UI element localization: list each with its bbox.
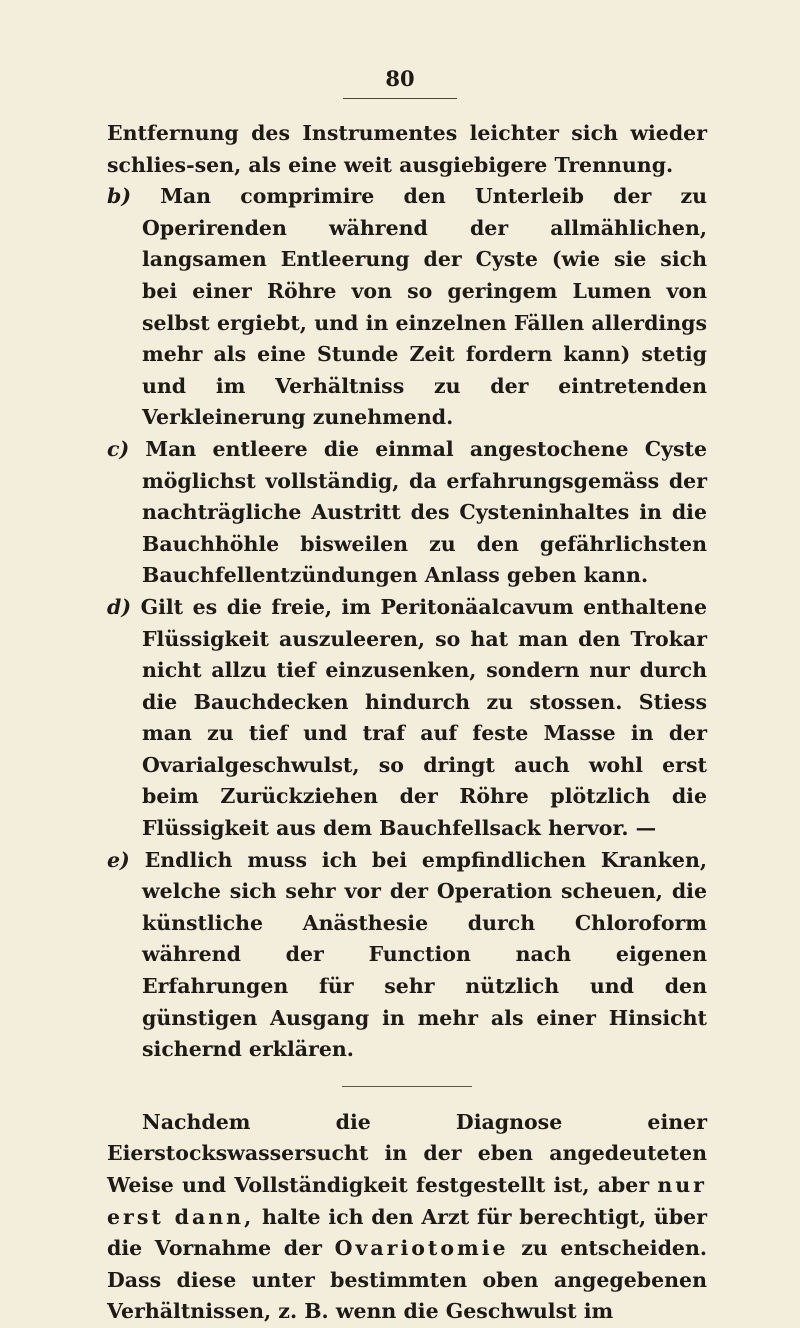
closing-text-1: Nachdem die Diagnose einer Eierstockswassersucht in der eben angedeuteten Weise und Vollständigkeit festgestellt ist, aber <box>107 1109 707 1197</box>
list-item-text: Man entleere die einmal angestochene Cyste möglichst vollständig, da erfahrungsgemäss der nachträgliche Austritt des Cysteninhaltes in die Bauchhöhle bisweilen zu den gefährlichsten Bauchfellentzündungen Anlass geben kann. <box>142 436 708 588</box>
list-marker: d) <box>107 594 132 619</box>
page-number: 80 <box>385 66 415 91</box>
emphasis-text-2: Ovariotomie <box>334 1236 509 1261</box>
list-item-b <box>107 181 707 434</box>
list-marker: e) <box>107 847 130 872</box>
list-item-d <box>107 592 707 845</box>
closing-text-3: zu entscheiden. Dass diese unter bestimmten oben angegebenen Verhältnissen, z. B. wenn die Geschwulst im <box>107 1236 707 1324</box>
closing-text-2: halte ich den Arzt für berechtigt, über die Vornahme der <box>107 1204 707 1261</box>
list-item-text: Gilt es die freie, im Peritonäalcavum enthaltene Flüssigkeit auszuleeren, so hat man den Trokar nicht allzu tief einzusenken, sondern nur durch die Bauchdecken hindurch zu stossen. Stiess man zu tief und traf auf feste Masse in der Ovarialgeschwulst, so dringt auch wohl erst beim Zurückziehen der Röhre plötzlich die Flüssigkeit aus dem Bauchfellsack hervor. — <box>140 594 708 841</box>
intro-paragraph: Entfernung des Instrumentes leichter sich wieder schlies-sen, als eine weit ausgiebigere Trennung. <box>107 121 707 177</box>
header-rule <box>343 98 457 99</box>
list-item-text: Man comprimire den Unterleib der zu Operirenden während der allmählichen, langsamen Entleerung der Cyste (wie sie sich bei einer Röhre von so geringem Lumen von selbst ergiebt, und in einzelnen Fällen allerdings mehr als eine Stunde Zeit fordern kann) stetig und im Verhältniss zu der eintretenden Verkleinerung zunehmend. <box>142 184 707 430</box>
emphasis-text-1: nur erst dann, <box>107 1173 707 1229</box>
list-item-text: Endlich muss ich bei empfindlichen Kranken, welche sich sehr vor der Operation scheuen, die künstliche Anästhesie durch Chloroform während der Function nach eigenen Erfahrungen für sehr nützlich und den günstigen Ausgang in mehr als einer Hinsicht sichernd erklären. <box>142 847 707 1062</box>
list-marker: b) <box>107 184 132 209</box>
closing-paragraph <box>107 1107 707 1328</box>
body-text <box>107 118 707 1328</box>
list-item-e <box>107 845 707 1066</box>
list-marker: c) <box>107 436 130 461</box>
section-divider <box>342 1086 472 1087</box>
list-item-c <box>107 434 707 592</box>
